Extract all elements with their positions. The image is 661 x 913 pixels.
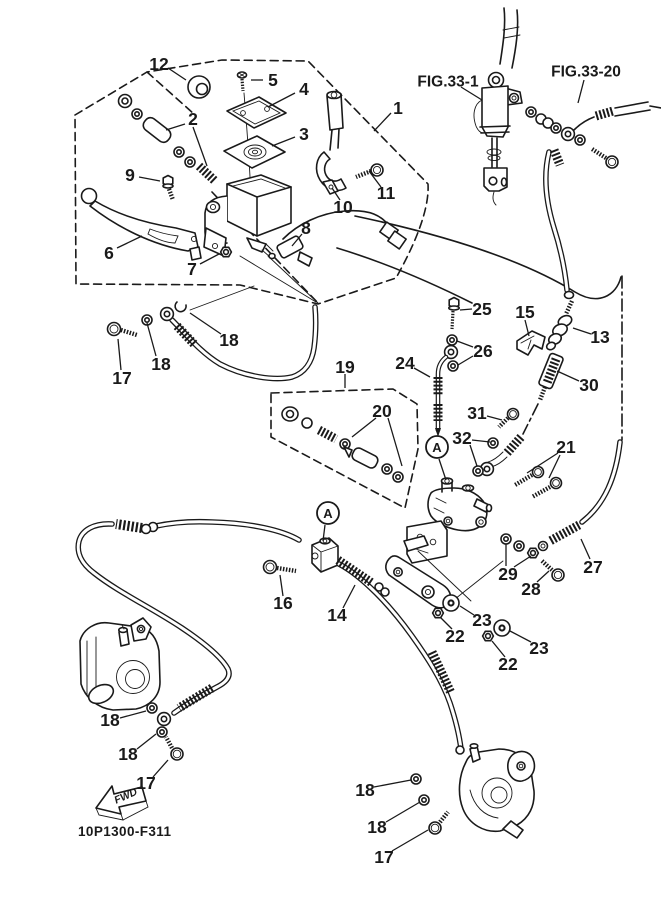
- front-caliper-group: [80, 618, 183, 760]
- fig3320-hose-sleeve: [596, 111, 613, 116]
- o-ring: [302, 418, 312, 428]
- callout-24: [395, 353, 430, 377]
- svg-text:25: 25: [472, 299, 492, 319]
- callout-5: [251, 70, 278, 90]
- callout-26: [457, 341, 493, 365]
- callout-6: [104, 236, 142, 263]
- callout-9: [125, 165, 160, 185]
- washer-23b: [494, 620, 510, 636]
- brake-lever-6: [82, 189, 202, 261]
- mc-washer: [526, 107, 536, 117]
- svg-text:3: 3: [299, 124, 309, 144]
- clamp-bolt-11: [356, 164, 383, 177]
- callout-13: [573, 327, 610, 347]
- banjo-bolt-17-rear: [429, 812, 448, 834]
- callout-FIG.33-20: [551, 64, 621, 104]
- svg-text:12: 12: [149, 54, 169, 74]
- washer-29b: [514, 541, 524, 551]
- clip-18: [175, 302, 186, 312]
- alignment-line-3: [190, 286, 254, 310]
- callout-11: [369, 171, 396, 203]
- callout-27: [581, 539, 603, 577]
- callout-18: [355, 780, 411, 800]
- callout-30: [557, 371, 599, 395]
- nut-22a: [433, 608, 444, 617]
- callout-16: [273, 575, 293, 613]
- svg-text:18: 18: [367, 817, 387, 837]
- svg-text:4: 4: [299, 79, 309, 99]
- washer-29a: [501, 534, 511, 544]
- mc-washer-3: [575, 135, 585, 145]
- svg-text:18: 18: [219, 330, 239, 350]
- svg-text:17: 17: [136, 773, 156, 793]
- svg-text:16: 16: [273, 593, 293, 613]
- pivot-nut-7: [221, 247, 232, 256]
- diaphragm-3: [224, 136, 285, 168]
- connection-marker-A: [317, 502, 339, 541]
- svg-text:26: 26: [473, 341, 493, 361]
- kit-2-seal: [174, 147, 184, 157]
- union-bolt-17: [108, 323, 138, 336]
- svg-text:22: 22: [498, 654, 518, 674]
- nut-29: [528, 548, 539, 557]
- brake-switch-8: [276, 211, 406, 266]
- callout-18: [147, 323, 171, 374]
- callout-10: [332, 188, 353, 217]
- svg-text:30: 30: [579, 375, 599, 395]
- holder-clamp-10: [317, 92, 346, 195]
- washer-23a: [443, 595, 459, 611]
- callout-17: [136, 760, 168, 793]
- hose-clamp-15: [517, 331, 545, 355]
- callout-29: [498, 544, 531, 584]
- union-bolt-25: [449, 298, 459, 330]
- union-bolt-31: [499, 409, 519, 428]
- fwd-label: FWD: [112, 785, 140, 807]
- front-caliper-eyelet: [158, 713, 171, 726]
- callout-17: [112, 339, 131, 388]
- inner-divider-dash-1: [147, 72, 194, 114]
- callout-22: [492, 641, 518, 674]
- svg-text:14: 14: [327, 605, 347, 625]
- banjo-eyelet-18: [161, 308, 174, 321]
- svg-text:31: 31: [467, 403, 487, 423]
- elbow-sleeve: [506, 437, 521, 454]
- svg-text:18: 18: [118, 744, 138, 764]
- svg-text:18: 18: [100, 710, 120, 730]
- junction-block-group: [386, 442, 620, 641]
- front-master-cylinder-group: [82, 72, 407, 310]
- pivot-bolt-9: [163, 176, 173, 201]
- svg-text:FIG.33-20: FIG.33-20: [551, 63, 621, 81]
- svg-text:15: 15: [515, 302, 535, 322]
- svg-text:23: 23: [472, 610, 492, 630]
- svg-text:7: 7: [187, 259, 197, 279]
- svg-text:11: 11: [376, 183, 396, 203]
- svg-text:1: 1: [393, 98, 403, 118]
- svg-text:17: 17: [112, 368, 132, 388]
- callout-14: [327, 585, 355, 625]
- valve-seal-1: [382, 464, 392, 474]
- svg-text:24: 24: [395, 353, 415, 373]
- callout-18: [367, 802, 420, 837]
- svg-text:32: 32: [452, 428, 472, 448]
- svg-text:2: 2: [188, 109, 198, 129]
- svg-text:FIG.33-1: FIG.33-1: [417, 73, 479, 91]
- fig3320-hose-neck: [574, 117, 594, 130]
- svg-text:A: A: [323, 506, 333, 521]
- svg-text:20: 20: [372, 401, 392, 421]
- banjo-bolt: [592, 149, 618, 168]
- callout-18: [100, 710, 146, 730]
- callout-28: [521, 571, 549, 599]
- washer-26b: [448, 361, 458, 371]
- svg-text:5: 5: [268, 70, 278, 90]
- svg-text:9: 9: [125, 165, 135, 185]
- callout-18: [118, 734, 156, 764]
- svg-text:29: 29: [498, 564, 518, 584]
- callout-23: [460, 606, 492, 630]
- svg-text:19: 19: [335, 357, 355, 377]
- washer-18-rear-b: [419, 795, 429, 805]
- svg-text:22: 22: [445, 626, 465, 646]
- svg-text:8: 8: [301, 218, 311, 238]
- svg-text:6: 6: [104, 243, 114, 263]
- svg-text:17: 17: [374, 847, 394, 867]
- bolt-21a: [515, 467, 544, 486]
- rear-master-cylinder-group: [474, 8, 661, 290]
- bolt-28: [541, 560, 564, 581]
- washer-32b: [473, 466, 483, 476]
- washer-18-front-b: [157, 727, 167, 737]
- valve-seal-2: [393, 472, 403, 482]
- svg-text:10: 10: [333, 197, 353, 217]
- fig3320-eyelet: [562, 128, 575, 141]
- svg-text:A: A: [432, 440, 442, 455]
- connection-marker-A: [426, 436, 448, 480]
- svg-text:18: 18: [151, 354, 171, 374]
- pipe-coil-guard: [116, 524, 142, 528]
- banjo-bolt-17-front: [166, 737, 183, 760]
- bolt-21b: [532, 478, 562, 498]
- kit-2-spring: [199, 166, 215, 181]
- svg-text:27: 27: [583, 557, 603, 577]
- upper-hose-stubs: [500, 8, 518, 68]
- callout-31: [467, 403, 502, 423]
- callout-1: [374, 98, 403, 131]
- callout-22: [441, 618, 465, 646]
- svg-text:18: 18: [355, 780, 375, 800]
- kit-2-seal-2: [185, 157, 195, 167]
- hose27-sleeve: [550, 525, 579, 541]
- callout-25: [460, 299, 492, 319]
- washer-32a: [488, 438, 498, 448]
- mc-washer-2: [551, 123, 561, 133]
- washer-18-front-a: [147, 703, 157, 713]
- pipe-24-group: [435, 298, 459, 438]
- callout-19: [335, 357, 355, 388]
- valve-piston: [344, 446, 380, 469]
- upper-hose-group: [108, 302, 316, 378]
- joint-bolt-16: [264, 561, 297, 574]
- figure-code: 10P1300-F311: [78, 824, 172, 839]
- bracket-arm: [386, 556, 451, 608]
- kit-2-washer: [132, 109, 142, 119]
- svg-text:21: 21: [556, 437, 576, 457]
- callout-FIG.33-1: [417, 74, 482, 101]
- svg-text:13: 13: [590, 327, 610, 347]
- callout-3: [272, 124, 309, 146]
- kit-2-piston: [141, 115, 173, 145]
- svg-text:28: 28: [521, 579, 541, 599]
- washer-18-rear-a: [411, 774, 421, 784]
- valve-spring: [319, 430, 336, 439]
- washer-26a: [447, 335, 457, 345]
- svg-text:23: 23: [529, 638, 549, 658]
- nut-22b: [483, 631, 494, 640]
- callout-32: [452, 428, 490, 466]
